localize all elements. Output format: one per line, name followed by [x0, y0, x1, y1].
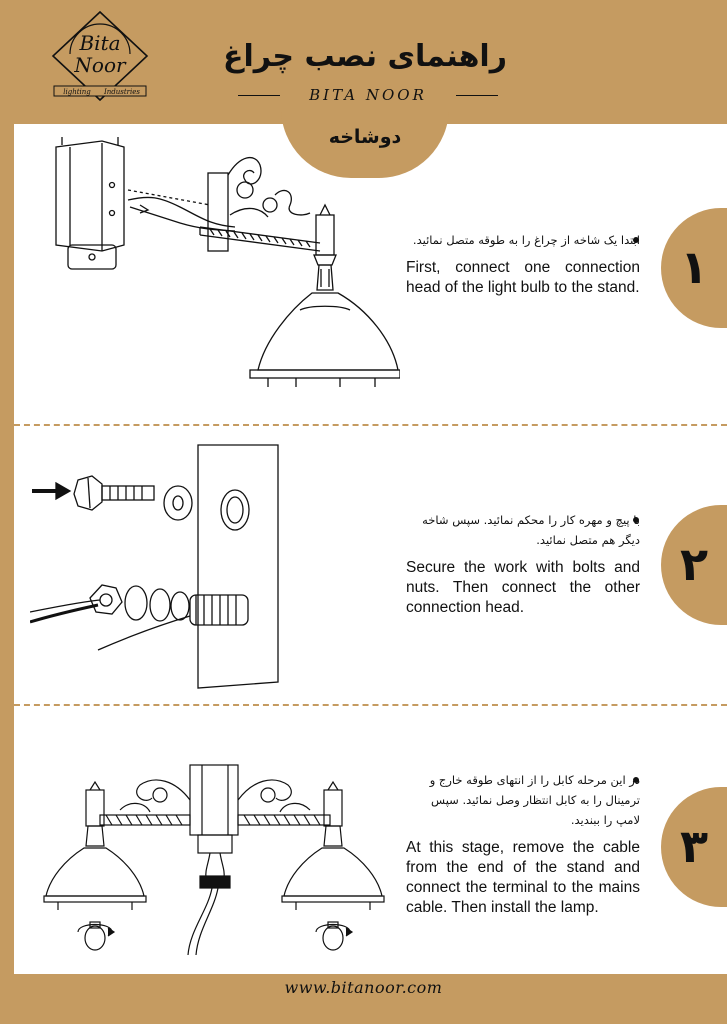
- logo-word-1: Bita: [79, 31, 121, 55]
- website-url[interactable]: www.bitanoor.com: [284, 978, 443, 997]
- step-3-number: ۳: [679, 819, 709, 873]
- brand-rule-right: [456, 95, 498, 96]
- step-2-illustration: [30, 440, 390, 690]
- step-2-text-fa: با پیچ و مهره کار را محکم نمائید. سپس شاخه دیگر هم متصل نمائید.: [422, 513, 640, 547]
- bita-noor-logo: [50, 10, 150, 102]
- brand-rule-left: [238, 95, 280, 96]
- step-1-illustration: [40, 135, 400, 395]
- step-2-text-en: Secure the work with bolts and nuts. Then connect the other connection head.: [406, 559, 640, 616]
- logo-tagline-right: Industries: [104, 88, 140, 96]
- divider-1: [14, 424, 727, 426]
- step-2-number: ۲: [679, 537, 709, 591]
- step-3-text-fa: در این مرحله کابل را از انتهای طوقه خارج و ترمینال را به کابل انتظار وصل نمائید. سپس لامپ را ببندید.: [429, 773, 640, 827]
- divider-2: [14, 704, 727, 706]
- section-label: دوشاخه: [328, 126, 402, 148]
- logo-word-2: Noor: [74, 53, 126, 77]
- page-title: راهنمای نصب چراغ: [222, 39, 507, 74]
- step-3-text-en: At this stage, remove the cable from the end of the stand and connect the terminal to the mains cable. Then install the lamp.: [406, 839, 640, 916]
- step-3-illustration: [40, 760, 390, 965]
- step-1-text-en: First, connect one connection head of the light bulb to the stand.: [406, 259, 640, 296]
- brand-subtitle: [238, 84, 498, 108]
- header: [0, 0, 727, 124]
- step-1-number: ۱: [679, 240, 709, 294]
- logo-tagline-left: lighting: [63, 88, 91, 96]
- step-1-text-fa: ابتدا یک شاخه از چراغ را به طوقه متصل نمائید.: [412, 233, 640, 247]
- brand-name: BITA NOOR: [309, 86, 427, 104]
